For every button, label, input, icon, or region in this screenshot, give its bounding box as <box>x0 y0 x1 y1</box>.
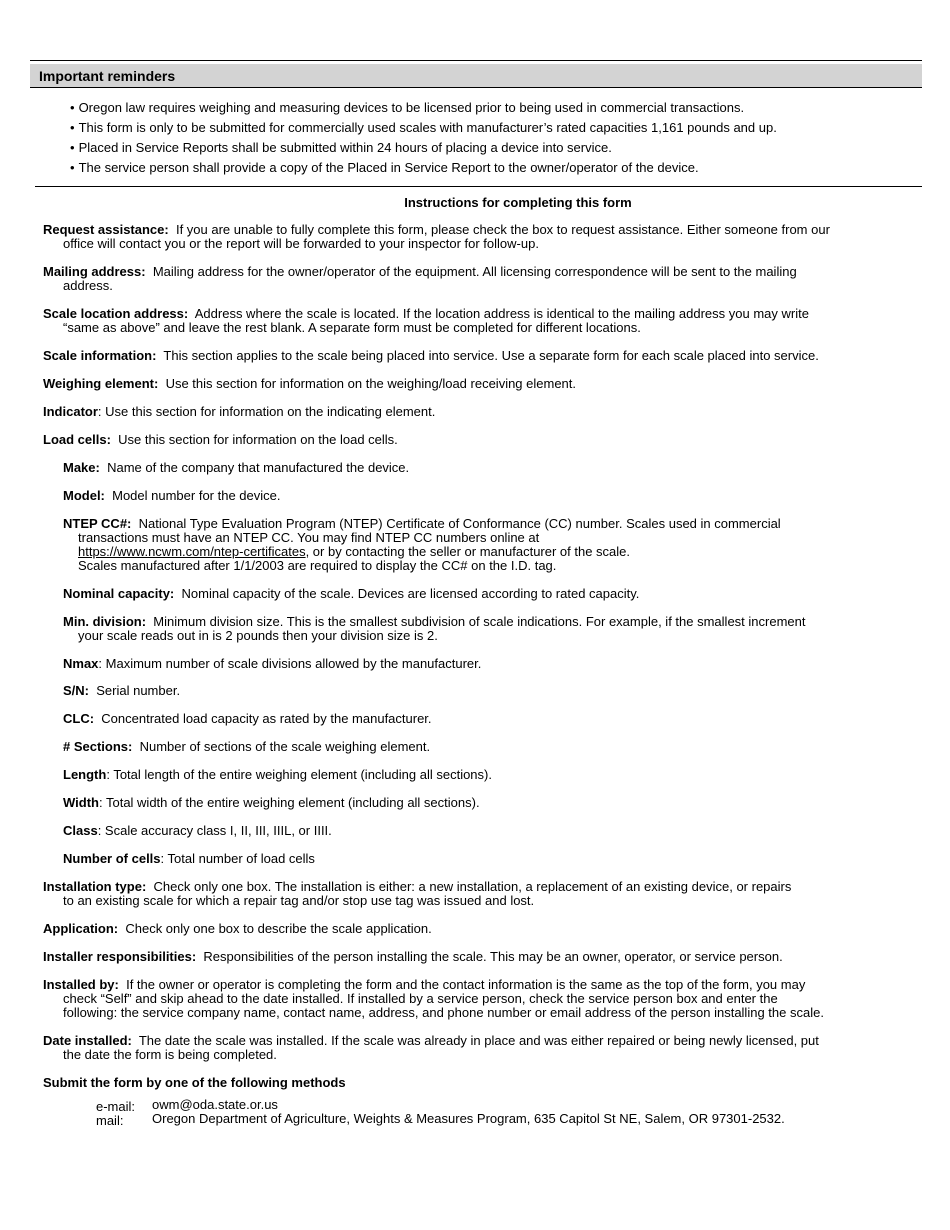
entry-class <box>63 824 332 838</box>
section-divider <box>35 186 922 187</box>
entry-installer-responsibilities <box>43 950 783 964</box>
reminders-list <box>70 101 777 181</box>
term: Make: <box>63 460 100 475</box>
description: : Use this section for information on the indicating element. <box>97 404 436 419</box>
entry-width <box>63 796 480 810</box>
term: Scale information: <box>43 348 157 363</box>
term: Date installed: <box>43 1033 132 1048</box>
entry-weighing-element <box>43 377 576 391</box>
ntep-certificates-link[interactable]: https://www.ncwm.com/ntep-certificates <box>78 544 306 559</box>
entry-min-division <box>63 615 805 643</box>
description: : Scale accuracy class I, II, III, IIIL, or IIII. <box>97 823 332 838</box>
reminders-title: Important reminders <box>39 68 176 84</box>
term: Number of cells <box>63 851 161 866</box>
description: Use this section for information on the load cells. <box>118 432 398 447</box>
top-rule <box>30 60 922 61</box>
description: If the owner or operator is completing the form and the contact information is the same as the top of the form, you may <box>126 977 806 992</box>
description-continued: Scales manufactured after 1/1/2003 are required to display the CC# on the I.D. tag. <box>78 558 557 573</box>
reminders-header <box>30 64 922 88</box>
term: # Sections: <box>63 739 133 754</box>
mail-address: Oregon Department of Agriculture, Weights & Measures Program, 635 Capitol St NE, Salem, OR 97301-2532. <box>152 1111 785 1126</box>
entry-load-cells <box>43 433 398 447</box>
entry-mailing-address <box>43 265 797 293</box>
description: : Total number of load cells <box>160 851 315 866</box>
description: Minimum division size. This is the smallest subdivision of scale indications. For example, if the smallest increment <box>153 614 806 629</box>
instructions-title: Instructions for completing this form <box>404 195 632 210</box>
entry-length <box>63 768 492 782</box>
term: Length <box>63 767 107 782</box>
term: Indicator <box>43 404 98 419</box>
entry-installed-by <box>43 978 824 1020</box>
submit-title: Submit the form by one of the following methods <box>43 1075 346 1090</box>
description: Use this section for information on the weighing/load receiving element. <box>165 376 577 391</box>
entry-scale-information <box>43 349 819 363</box>
list-item: • Placed in Service Reports shall be submitted within 24 hours of placing a device into service. <box>70 141 777 161</box>
entry-make <box>63 461 409 475</box>
description: : Total length of the entire weighing element (including all sections). <box>106 767 492 782</box>
entry-number-of-cells <box>63 852 315 866</box>
term: Mailing address: <box>43 264 146 279</box>
description-continued: following: the service company name, contact name, address, and phone number or email address of the person installing the scale. <box>63 1005 824 1020</box>
description-continued: your scale reads out in is 2 pounds then your division size is 2. <box>78 628 438 643</box>
description: Nominal capacity of the scale. Devices are licensed according to rated capacity. <box>181 586 640 601</box>
description: The date the scale was installed. If the scale was already in place and was either repaired or being newly licensed, put <box>138 1033 819 1048</box>
description: National Type Evaluation Program (NTEP) Certificate of Conformance (CC) number. Scales used in commercial <box>138 516 781 531</box>
term: Weighing element: <box>43 376 159 391</box>
description-continued: address. <box>63 278 113 293</box>
entry-scale-location <box>43 307 809 335</box>
term: Min. division: <box>63 614 147 629</box>
description-continued: transactions must have an NTEP CC. You may find NTEP CC numbers online at <box>78 530 540 545</box>
description-continued: the date the form is being completed. <box>63 1047 277 1062</box>
email-label: e-mail: <box>96 1099 136 1114</box>
list-item: • The service person shall provide a copy of the Placed in Service Report to the owner/operator of the device. <box>70 161 777 181</box>
description: Responsibilities of the person installing the scale. This may be an owner, operator, or service person. <box>203 949 783 964</box>
entry-request-assistance <box>43 223 830 251</box>
description: Check only one box. The installation is either: a new installation, a replacement of an existing device, or repairs <box>153 879 792 894</box>
description: Mailing address for the owner/operator of the equipment. All licensing correspondence will be sent to the mailing <box>152 264 797 279</box>
entry-indicator <box>43 405 435 419</box>
term: Width <box>63 795 99 810</box>
entry-clc <box>63 712 432 726</box>
term: Application: <box>43 921 119 936</box>
email-address[interactable]: owm@oda.state.or.us <box>152 1097 278 1112</box>
term: S/N: <box>63 683 89 698</box>
description: Address where the scale is located. If the location address is identical to the mailing address you may write <box>194 306 809 321</box>
entry-sections <box>63 740 430 754</box>
description: Number of sections of the scale weighing element. <box>139 739 431 754</box>
description-continued: “same as above” and leave the rest blank. A separate form must be completed for different locations. <box>63 320 641 335</box>
description: If you are unable to fully complete this form, please check the box to request assistance. Either someone from our <box>175 222 830 237</box>
entry-model <box>63 489 281 503</box>
description: Model number for the device. <box>112 488 281 503</box>
term: NTEP CC#: <box>63 516 132 531</box>
description: : Total width of the entire weighing element (including all sections). <box>98 795 480 810</box>
description-continued: office will contact you or the report will be forwarded to your inspector for follow-up. <box>63 236 539 251</box>
term: Nominal capacity: <box>63 586 175 601</box>
description: Serial number. <box>96 683 181 698</box>
entry-nominal-capacity <box>63 587 639 601</box>
description: Name of the company that manufactured the device. <box>107 460 410 475</box>
term: Scale location address: <box>43 306 189 321</box>
description-continued: , or by contacting the seller or manufacturer of the scale. <box>305 544 631 559</box>
entry-installation-type <box>43 880 791 908</box>
entry-application <box>43 922 432 936</box>
description: Check only one box to describe the scale application. <box>125 921 432 936</box>
entry-serial-number <box>63 684 180 698</box>
list-item: • Oregon law requires weighing and measuring devices to be licensed prior to being used in commercial transactions. <box>70 101 777 121</box>
term: Load cells: <box>43 432 111 447</box>
term: CLC: <box>63 711 95 726</box>
entry-ntep-cc <box>63 517 781 573</box>
term: Class <box>63 823 98 838</box>
term: Installed by: <box>43 977 119 992</box>
submit-methods <box>96 1098 785 1126</box>
entry-date-installed <box>43 1034 819 1062</box>
term: Installer responsibilities: <box>43 949 197 964</box>
term: Nmax <box>63 656 99 671</box>
mail-label: mail: <box>96 1113 124 1128</box>
term: Installation type: <box>43 879 147 894</box>
list-item: • This form is only to be submitted for commercially used scales with manufacturer’s rated capacities 1,161 pounds and up. <box>70 121 777 141</box>
description: Concentrated load capacity as rated by the manufacturer. <box>101 711 432 726</box>
description-continued: check “Self” and skip ahead to the date installed. If installed by a service person, check the service person box and enter the <box>63 991 778 1006</box>
entry-nmax <box>63 657 481 671</box>
description: : Maximum number of scale divisions allowed by the manufacturer. <box>98 656 482 671</box>
term: Model: <box>63 488 105 503</box>
description-continued: to an existing scale for which a repair tag and/or stop use tag was issued and lost. <box>63 893 535 908</box>
term: Request assistance: <box>43 222 169 237</box>
description: This section applies to the scale being placed into service. Use a separate form for each scale placed into service. <box>163 348 819 363</box>
